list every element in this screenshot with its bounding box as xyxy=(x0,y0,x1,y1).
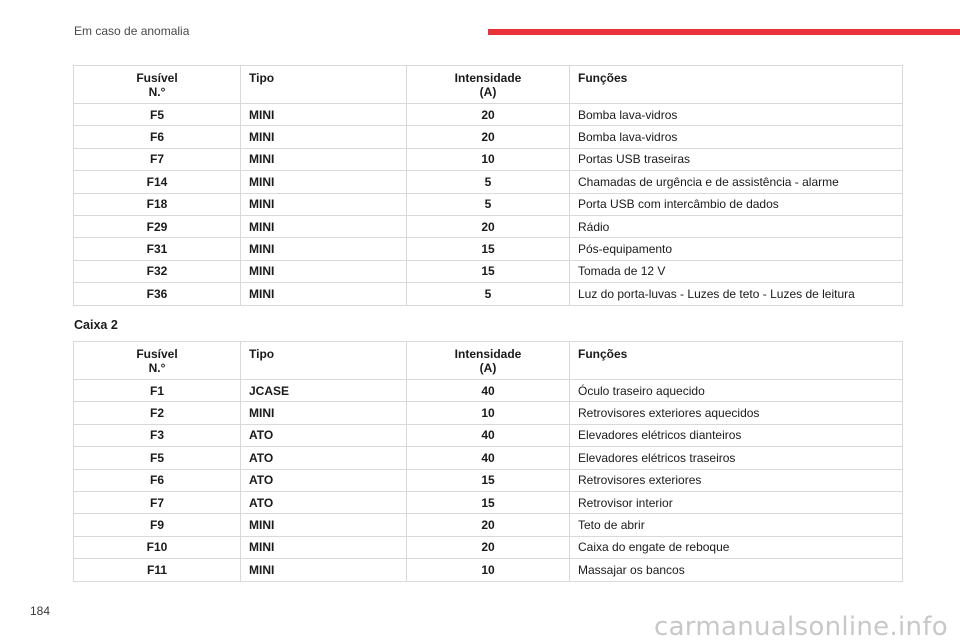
function-cell: Retrovisores exteriores xyxy=(570,469,903,491)
fuse-type-cell: ATO xyxy=(241,469,407,491)
table-row xyxy=(74,402,903,424)
table-row xyxy=(74,424,903,446)
amperage-cell: 5 xyxy=(407,193,570,215)
fuse-number-cell: F32 xyxy=(74,260,241,282)
fuse-number-cell: F29 xyxy=(74,215,241,237)
amperage-cell: 20 xyxy=(407,514,570,536)
table-row xyxy=(74,260,903,282)
fuse-number-cell: F5 xyxy=(74,104,241,126)
header-type: Tipo xyxy=(241,66,407,104)
table-header-row xyxy=(74,66,903,104)
function-cell: Chamadas de urgência e de assistência - alarme xyxy=(570,171,903,193)
function-cell: Massajar os bancos xyxy=(570,559,903,581)
amperage-cell: 10 xyxy=(407,402,570,424)
fuse-type-cell: MINI xyxy=(241,215,407,237)
amperage-cell: 20 xyxy=(407,536,570,558)
table-row xyxy=(74,215,903,237)
fuse-type-cell: ATO xyxy=(241,491,407,513)
function-cell: Bomba lava-vidros xyxy=(570,126,903,148)
fuse-number-cell: F31 xyxy=(74,238,241,260)
table-row xyxy=(74,171,903,193)
amperage-cell: 40 xyxy=(407,380,570,402)
function-cell: Retrovisores exteriores aquecidos xyxy=(570,402,903,424)
fuse-type-cell: MINI xyxy=(241,260,407,282)
fuse-type-cell: MINI xyxy=(241,104,407,126)
fuse-type-cell: MINI xyxy=(241,559,407,581)
amperage-cell: 5 xyxy=(407,283,570,305)
fuse-number-cell: F7 xyxy=(74,148,241,170)
section-title: Em caso de anomalia xyxy=(74,24,190,38)
table-row xyxy=(74,283,903,305)
function-cell: Tomada de 12 V xyxy=(570,260,903,282)
amperage-cell: 15 xyxy=(407,260,570,282)
amperage-cell: 15 xyxy=(407,491,570,513)
fuse-type-cell: MINI xyxy=(241,238,407,260)
fuse-number-cell: F6 xyxy=(74,126,241,148)
watermark-logo: carmanualsonline.info xyxy=(653,612,948,642)
fuse-type-cell: MINI xyxy=(241,536,407,558)
table-row xyxy=(74,380,903,402)
table-row xyxy=(74,469,903,491)
function-cell: Caixa do engate de reboque xyxy=(570,536,903,558)
table-row xyxy=(74,126,903,148)
fuse-type-cell: MINI xyxy=(241,148,407,170)
function-cell: Porta USB com intercâmbio de dados xyxy=(570,193,903,215)
header-fuse-number: Fusível N.° xyxy=(74,342,241,380)
fuse-number-cell: F18 xyxy=(74,193,241,215)
table-row xyxy=(74,104,903,126)
function-cell: Pós-equipamento xyxy=(570,238,903,260)
function-cell: Elevadores elétricos dianteiros xyxy=(570,424,903,446)
function-cell: Portas USB traseiras xyxy=(570,148,903,170)
fuse-number-cell: F5 xyxy=(74,447,241,469)
fuse-type-cell: JCASE xyxy=(241,380,407,402)
header-amperage: Intensidade (A) xyxy=(407,66,570,104)
amperage-cell: 15 xyxy=(407,238,570,260)
amperage-cell: 20 xyxy=(407,215,570,237)
amperage-cell: 10 xyxy=(407,559,570,581)
fuse-number-cell: F2 xyxy=(74,402,241,424)
amperage-cell: 20 xyxy=(407,126,570,148)
table-row xyxy=(74,514,903,536)
fuse-type-cell: MINI xyxy=(241,283,407,305)
function-cell: Elevadores elétricos traseiros xyxy=(570,447,903,469)
table-row xyxy=(74,491,903,513)
amperage-cell: 40 xyxy=(407,447,570,469)
fuse-number-cell: F10 xyxy=(74,536,241,558)
function-cell: Teto de abrir xyxy=(570,514,903,536)
fuse-table-box-1 xyxy=(73,65,903,306)
table-row xyxy=(74,447,903,469)
amperage-cell: 40 xyxy=(407,424,570,446)
function-cell: Luz do porta-luvas - Luzes de teto - Luzes de leitura xyxy=(570,283,903,305)
header-accent-bar xyxy=(488,29,960,35)
table-row xyxy=(74,238,903,260)
table-row xyxy=(74,536,903,558)
fuse-type-cell: MINI xyxy=(241,171,407,193)
fuse-type-cell: ATO xyxy=(241,447,407,469)
amperage-cell: 20 xyxy=(407,104,570,126)
page-number: 184 xyxy=(30,604,51,618)
amperage-cell: 15 xyxy=(407,469,570,491)
fuse-number-cell: F1 xyxy=(74,380,241,402)
fuse-number-cell: F6 xyxy=(74,469,241,491)
function-cell: Retrovisor interior xyxy=(570,491,903,513)
fuse-type-cell: MINI xyxy=(241,193,407,215)
table-row xyxy=(74,193,903,215)
fuse-number-cell: F14 xyxy=(74,171,241,193)
fuse-type-cell: MINI xyxy=(241,126,407,148)
fuse-type-cell: MINI xyxy=(241,402,407,424)
fuse-number-cell: F3 xyxy=(74,424,241,446)
amperage-cell: 10 xyxy=(407,148,570,170)
header-fuse-number: Fusível N.° xyxy=(74,66,241,104)
function-cell: Rádio xyxy=(570,215,903,237)
table-row xyxy=(74,148,903,170)
fuse-number-cell: F36 xyxy=(74,283,241,305)
section-label-box-2: Caixa 2 xyxy=(74,318,118,332)
header-functions: Funções xyxy=(570,66,903,104)
function-cell: Bomba lava-vidros xyxy=(570,104,903,126)
fuse-type-cell: MINI xyxy=(241,514,407,536)
table-row xyxy=(74,559,903,581)
header-amperage: Intensidade (A) xyxy=(407,342,570,380)
table-header-row xyxy=(74,342,903,380)
fuse-number-cell: F7 xyxy=(74,491,241,513)
fuse-table-box-2 xyxy=(73,341,903,582)
header-type: Tipo xyxy=(241,342,407,380)
fuse-number-cell: F9 xyxy=(74,514,241,536)
fuse-type-cell: ATO xyxy=(241,424,407,446)
fuse-number-cell: F11 xyxy=(74,559,241,581)
function-cell: Óculo traseiro aquecido xyxy=(570,380,903,402)
header-functions: Funções xyxy=(570,342,903,380)
amperage-cell: 5 xyxy=(407,171,570,193)
